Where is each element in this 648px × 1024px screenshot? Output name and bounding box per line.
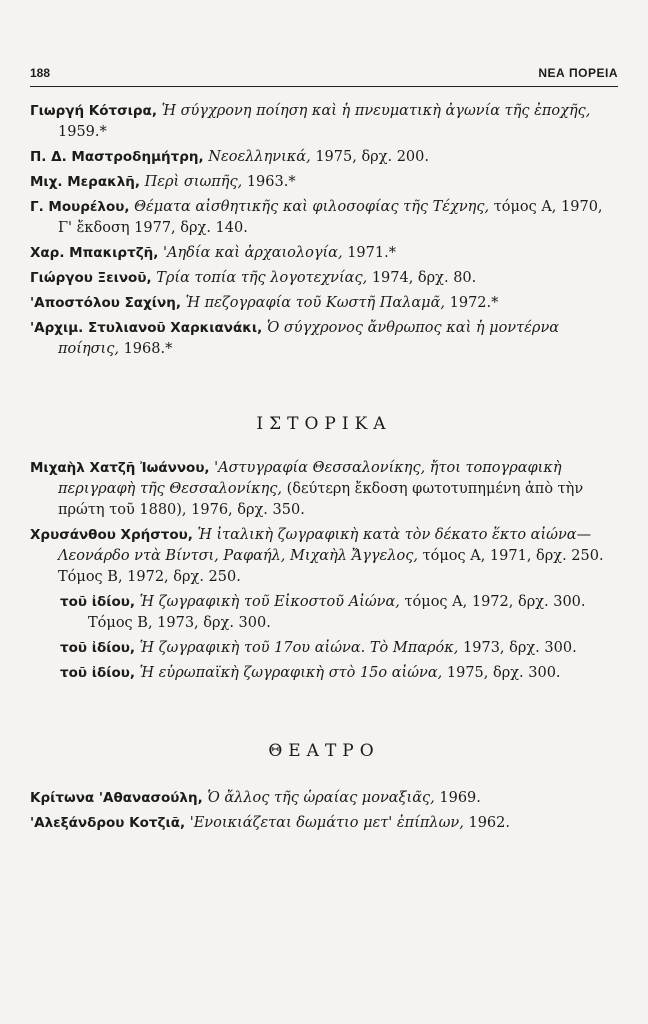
entry-details: τόμος Α, 1970, Γ' ἔκδοση 1977, δρχ. 140. <box>58 199 603 236</box>
entry-details: (δεύτερη ἔκδοση φωτοτυπημένη ἀπὸ τὴν πρώτη τοῦ 1880), 1976, δρχ. 350. <box>58 481 584 518</box>
bibliography-entry <box>30 101 620 143</box>
bibliography-entry <box>30 813 620 834</box>
entry-title: 'Αηδία καὶ ἀρχαιολογία, <box>163 245 343 261</box>
entry-details: 1971.* <box>347 245 396 261</box>
bibliography-section-1 <box>30 101 620 364</box>
bibliography-entry <box>30 525 620 588</box>
bibliography-entry <box>60 638 620 659</box>
bibliography-entry <box>30 197 620 239</box>
entry-details: 1968.* <box>123 341 173 357</box>
entry-details: 1975, δρχ. 200. <box>315 149 429 165</box>
entry-details: τόμος Α, 1971, δρχ. 250. Τόμος Β, 1972, δρχ. 250. <box>58 548 604 585</box>
entry-title: 'Αστυγραφία Θεσσαλονίκης, ἤτοι τοπογραφικὴ περιγραφὴ τῆς Θεσσαλονίκης, <box>58 460 562 497</box>
entry-title: Ἡ ἰταλικὴ ζωγραφικὴ κατὰ τὸν δέκατο ἕκτο αἰώνα— Λεονάρδο ντὰ Βίντσι, Ραφαήλ, Μιχαὴλ Ἄγγελος, <box>58 527 592 564</box>
entry-details: 1969. <box>439 790 481 806</box>
entry-details: 1962. <box>468 815 510 831</box>
bibliography-section-2 <box>30 458 620 688</box>
bibliography-entry <box>30 268 620 289</box>
entry-author: Γιώργου Ξεινοῦ, <box>30 270 152 286</box>
entry-title: Τρία τοπία τῆς λογοτεχνίας, <box>156 270 368 286</box>
entry-details: 1975, δρχ. 300. <box>446 665 561 681</box>
entry-author: Μιχ. Μερακλῆ, <box>30 174 140 190</box>
entry-details: 1963.* <box>246 174 296 190</box>
entry-title: Ἡ σύγχρονη ποίηση καὶ ἡ πνευματικὴ ἀγωνία τῆς ἐποχῆς, <box>161 103 591 119</box>
bibliography-entry <box>30 293 620 314</box>
entry-details: 1959.* <box>58 124 107 140</box>
entry-title: Ἡ ζωγραφικὴ τοῦ 17ου αἰώνα. Τὸ Μπαρόκ, <box>139 640 459 656</box>
entry-author: τοῦ ἰδίου, <box>60 665 136 681</box>
entry-author: Κρίτωνα 'Αθανασούλη, <box>30 790 203 806</box>
entry-author: Γιωργή Κότσιρα, <box>30 103 157 119</box>
entry-title: Ἡ πεζογραφία τοῦ Κωστῆ Παλαμᾶ, <box>185 295 446 311</box>
entry-author: Π. Δ. Μαστροδημήτρη, <box>30 149 204 165</box>
section-heading-theatre: ΘΕΑΤΡΟ <box>268 741 380 761</box>
entry-title: Ἡ εὐρωπαϊκὴ ζωγραφικὴ στὸ 15ο αἰώνα, <box>139 665 443 681</box>
bibliography-entry <box>60 663 620 684</box>
page-number: 188 <box>30 66 51 80</box>
section-heading-history: ΙΣΤΟΡΙΚΑ <box>256 414 392 434</box>
entry-details: 1973, δρχ. 300. <box>463 640 577 656</box>
entry-author: 'Αρχιμ. Στυλιανοῦ Χαρκιανάκι, <box>30 320 263 336</box>
entry-title: Ὁ ἄλλος τῆς ὡραίας μοναξιᾶς, <box>207 790 435 806</box>
entry-details: τόμος Α, 1972, δρχ. 300. Τόμος Β, 1973, δρχ. 300. <box>88 594 586 631</box>
entry-author: 'Αποστόλου Σαχίνη, <box>30 295 181 311</box>
bibliography-entry <box>30 788 620 809</box>
running-header <box>30 66 618 87</box>
entry-author: Γ. Μουρέλου, <box>30 199 130 215</box>
entry-author: τοῦ ἰδίου, <box>60 594 136 610</box>
bibliography-entry <box>60 592 620 634</box>
entry-title: Ἡ ζωγραφικὴ τοῦ Εἰκοστοῦ Αἰώνα, <box>139 594 400 610</box>
entry-author: Μιχαὴλ Χατζῆ Ἰωάννου, <box>30 460 210 476</box>
journal-title: ΝΕΑ ΠΟΡΕΙΑ <box>538 66 618 80</box>
bibliography-section-3 <box>30 788 620 838</box>
entry-details: 1974, δρχ. 80. <box>371 270 477 286</box>
entry-author: Χρυσάνθου Χρήστου, <box>30 527 193 543</box>
entry-title: 'Ενοικιάζεται δωμάτιο μετ' ἐπίπλων, <box>189 815 464 831</box>
bibliography-entry <box>30 147 620 168</box>
entry-title: Ὁ σύγχρονος ἄνθρωπος καὶ ἡ μοντέρνα ποίησις, <box>58 320 560 357</box>
entry-author: 'Αλεξάνδρου Κοτζιᾶ, <box>30 815 186 831</box>
entry-title: Περὶ σιωπῆς, <box>144 174 243 190</box>
bibliography-entry <box>30 243 620 264</box>
entry-author: τοῦ ἰδίου, <box>60 640 136 656</box>
entry-title: Νεοελληνικά, <box>208 149 311 165</box>
entry-title: Θέματα αἰσθητικῆς καὶ φιλοσοφίας τῆς Τέχνης, <box>134 199 490 215</box>
bibliography-entry <box>30 172 620 193</box>
entry-author: Χαρ. Μπακιρτζῆ, <box>30 245 159 261</box>
entry-details: 1972.* <box>449 295 499 311</box>
bibliography-entry <box>30 318 620 360</box>
bibliography-entry <box>30 458 620 521</box>
